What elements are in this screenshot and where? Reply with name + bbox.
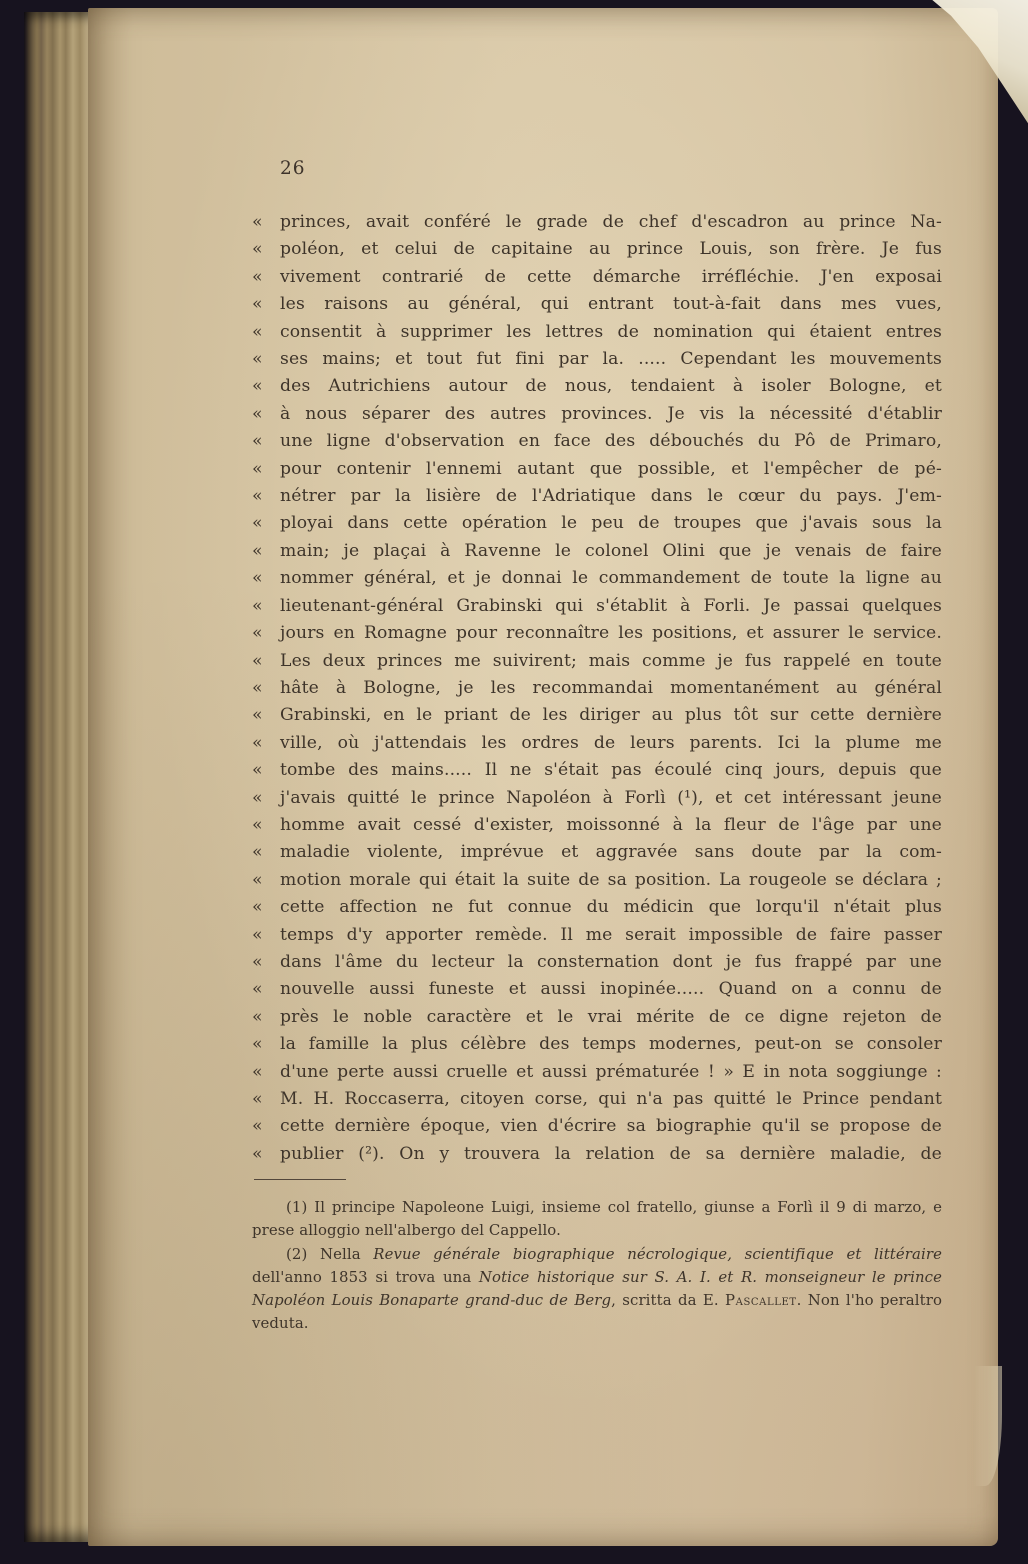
line-text: près le noble caractère et le vrai mérite de ce digne rejeton de: [280, 1006, 942, 1027]
page-text: [252, 209, 942, 1335]
line-text: main; je plaçai à Ravenne le colonel Olini que je venais de faire: [280, 540, 942, 561]
guillemet-mark: «: [252, 403, 263, 424]
line-text: cette affection ne fut connue du médicin que lorqu'il n'était plus: [280, 897, 942, 918]
footnote-2-italic-title-2: Notice historique sur S. A. I. et R. monseigneur le prince Napoléon Louis Bonaparte grand-duc de Berg: [252, 1267, 942, 1310]
text-line: [252, 483, 942, 510]
text-line: [252, 401, 942, 428]
text-line: [252, 922, 942, 949]
guillemet-mark: «: [252, 1034, 263, 1055]
guillemet-mark: «: [252, 842, 263, 863]
guillemet-mark: «: [252, 486, 263, 507]
line-text: nétrer par la lisière de l'Adriatique dans le cœur du pays. J'em-: [280, 486, 942, 507]
text-line: [252, 209, 942, 236]
text-line: [252, 346, 942, 373]
line-text: tombe des mains..... Il ne s'était pas écoulé cinq jours, depuis que: [280, 760, 942, 781]
line-text: pour contenir l'ennemi autant que possible, et l'empêcher de pé-: [280, 458, 942, 479]
line-text: Les deux princes me suivirent; mais comme je fus rappelé en toute: [280, 650, 942, 671]
line-text: des Autrichiens autour de nous, tendaient à isoler Bologne, et: [280, 376, 942, 397]
guillemet-mark: «: [252, 869, 263, 890]
footnote-2: [252, 1243, 942, 1336]
text-line: [252, 291, 942, 318]
line-text: hâte à Bologne, je les recommandai momentanément au général: [280, 677, 942, 698]
text-line: [252, 785, 942, 812]
text-line: [252, 1113, 942, 1140]
text-line: [252, 1141, 942, 1168]
line-text: la famille la plus célèbre des temps modernes, peut-on se consoler: [280, 1034, 942, 1055]
text-line: [252, 730, 942, 757]
guillemet-mark: «: [252, 540, 263, 561]
guillemet-mark: «: [252, 760, 263, 781]
text-line: [252, 648, 942, 675]
line-text: princes, avait conféré le grade de chef d'escadron au prince Na-: [280, 212, 942, 232]
text-line: [252, 1031, 942, 1058]
guillemet-mark: «: [252, 239, 263, 260]
text-line: [252, 620, 942, 647]
text-line: [252, 1086, 942, 1113]
text-line: [252, 757, 942, 784]
guillemet-mark: «: [252, 431, 263, 452]
line-text: ses mains; et tout fut fini par la. ..... Cependant les mouvements: [280, 349, 942, 370]
text-line: [252, 538, 942, 565]
footnote-separator: [254, 1179, 346, 1180]
text-line: [252, 428, 942, 455]
guillemet-mark: «: [252, 294, 263, 315]
guillemet-mark: «: [252, 1143, 263, 1164]
line-text: d'une perte aussi cruelle et aussi prématurée ! » E in nota soggiunge :: [280, 1061, 942, 1082]
page-number: 26: [280, 158, 306, 179]
guillemet-mark: «: [252, 376, 263, 397]
guillemet-mark: «: [252, 979, 263, 1000]
text-line: [252, 1059, 942, 1086]
guillemet-mark: «: [252, 1116, 263, 1137]
text-line: [252, 510, 942, 537]
line-text: ville, où j'attendais les ordres de leurs parents. Ici la plume me: [280, 732, 942, 753]
text-line: [252, 675, 942, 702]
footnote-2-text-1: (2) Nella: [286, 1244, 374, 1263]
line-text: Grabinski, en le priant de les diriger au plus tôt sur cette dernière: [280, 705, 942, 726]
line-text: poléon, et celui de capitaine au prince Louis, son frère. Je fus: [280, 239, 942, 260]
line-text: motion morale qui était la suite de sa position. La rougeole se déclara ;: [280, 869, 942, 890]
text-line: [252, 839, 942, 866]
line-text: M. H. Roccaserra, citoyen corse, qui n'a pas quitté le Prince pendant: [280, 1089, 942, 1109]
line-text: lieutenant-général Grabinski qui s'établit à Forli. Je passai quelques: [280, 595, 942, 616]
footnote-2-author: Pascallet: [725, 1291, 797, 1310]
line-text: jours en Romagne pour reconnaître les positions, et assurer le service.: [280, 623, 942, 644]
guillemet-mark: «: [252, 705, 263, 726]
line-text: dans l'âme du lecteur la consternation dont je fus frappé par une: [280, 951, 942, 972]
guillemet-mark: «: [252, 787, 263, 808]
line-text: maladie violente, imprévue et aggravée sans doute par la com-: [280, 842, 942, 863]
guillemet-mark: «: [252, 568, 263, 589]
line-text: nommer général, et je donnai le commandement de toute la ligne au: [280, 568, 942, 589]
guillemet-mark: «: [252, 1061, 263, 1082]
footnote-2-text-4: . Non l'ho peraltro veduta.: [252, 1291, 943, 1333]
text-line: [252, 1004, 942, 1031]
text-line: [252, 894, 942, 921]
guillemet-mark: «: [252, 1006, 263, 1027]
guillemet-mark: «: [252, 513, 263, 534]
guillemet-mark: «: [252, 623, 263, 644]
footnote-2-text-2: dell'anno 1853 si trova una: [252, 1267, 479, 1286]
guillemet-mark: «: [252, 650, 263, 671]
guillemet-mark: «: [252, 349, 263, 370]
line-text: publier (²). On y trouvera la relation de sa dernière maladie, de: [280, 1143, 942, 1164]
line-text: nouvelle aussi funeste et aussi inopinée..... Quand on a connu de: [280, 979, 942, 1000]
footnotes: [252, 1196, 942, 1335]
line-text: cette dernière époque, vien d'écrire sa biographie qu'il se propose de: [280, 1116, 942, 1137]
line-text: consentit à supprimer les lettres de nomination qui étaient entres: [280, 321, 942, 342]
guillemet-mark: «: [252, 266, 263, 287]
footnote-2-italic-title-1: Revue générale biographique nécrologique, scientifique et littéraire: [373, 1244, 942, 1263]
book-page-edges: [24, 12, 96, 1542]
book-page: [88, 8, 998, 1546]
text-line: [252, 264, 942, 291]
footnote-2-text-3: , scritta da E.: [611, 1291, 725, 1310]
guillemet-mark: «: [252, 212, 263, 232]
line-text: j'avais quitté le prince Napoléon à Forlì (¹), et cet intéressant jeune: [280, 787, 942, 808]
body-lines: [252, 209, 942, 1168]
line-text: temps d'y apporter remède. Il me serait impossible de faire passer: [280, 924, 942, 945]
text-line: [252, 702, 942, 729]
guillemet-mark: «: [252, 951, 263, 972]
line-text: les raisons au général, qui entrant tout-à-fait dans mes vues,: [280, 294, 942, 315]
guillemet-mark: «: [252, 677, 263, 698]
line-text: homme avait cessé d'exister, moissonné à la fleur de l'âge par une: [280, 814, 942, 835]
text-line: [252, 593, 942, 620]
guillemet-mark: «: [252, 458, 263, 479]
line-text: à nous séparer des autres provinces. Je vis la nécessité d'établir: [280, 403, 942, 424]
guillemet-mark: «: [252, 897, 263, 918]
line-text: vivement contrarié de cette démarche irréfléchie. J'en exposai: [280, 266, 942, 287]
guillemet-mark: «: [252, 732, 263, 753]
text-line: [252, 319, 942, 346]
footnote-1: (1) Il principe Napoleone Luigi, insieme col fratello, giunse a Forlì il 9 di marzo, e prese alloggio nell'albergo del Cappello.: [252, 1198, 942, 1240]
text-line: [252, 812, 942, 839]
text-line: [252, 565, 942, 592]
line-text: une ligne d'observation en face des débouchés du Pô de Primaro,: [280, 431, 942, 452]
guillemet-mark: «: [252, 595, 263, 616]
guillemet-mark: «: [252, 321, 263, 342]
text-line: [252, 949, 942, 976]
text-line: [252, 373, 942, 400]
text-line: [252, 456, 942, 483]
text-line: [252, 867, 942, 894]
guillemet-mark: «: [252, 1089, 263, 1109]
text-line: [252, 976, 942, 1003]
line-text: ployai dans cette opération le peu de troupes que j'avais sous la: [280, 513, 942, 534]
guillemet-mark: «: [252, 924, 263, 945]
text-line: [252, 236, 942, 263]
guillemet-mark: «: [252, 814, 263, 835]
